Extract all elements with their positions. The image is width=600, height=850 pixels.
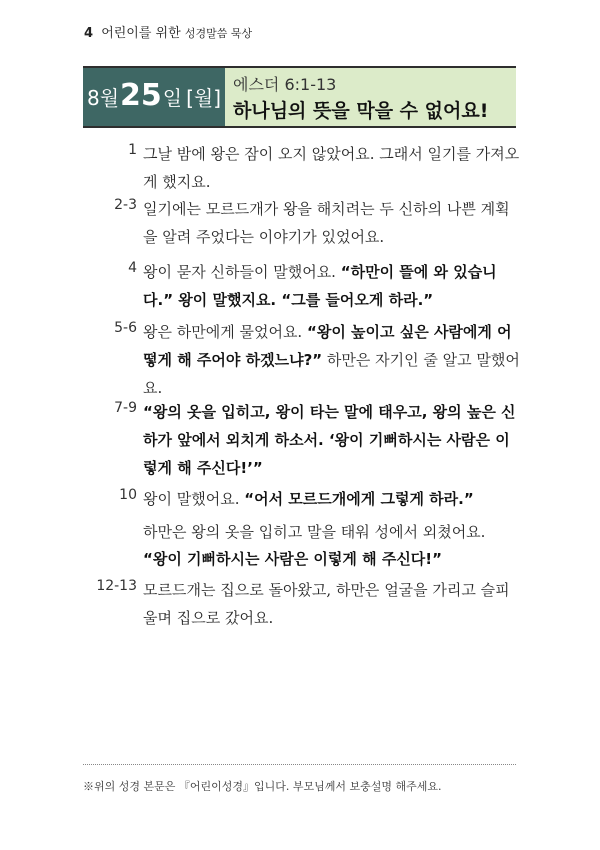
- verse-narration: 왕은 하만에게 물었어요.: [143, 323, 307, 341]
- verse-text: [143, 140, 523, 196]
- scripture-reference: 에스더 6:1-13: [233, 75, 337, 94]
- book-title: 어린이를 위한: [101, 26, 181, 41]
- verse-narration: 왕이 말했어요.: [143, 490, 245, 508]
- verse-text: [143, 576, 523, 632]
- verse-narration: 하만은 왕의 옷을 입히고 말을 태워 성에서 외쳤어요.: [143, 523, 486, 541]
- date-day-unit: 일: [162, 86, 183, 110]
- date-month: 8월: [86, 86, 120, 110]
- verse-number: 7-9: [114, 400, 137, 416]
- verse-text: [143, 398, 523, 482]
- verse-number: 5-6: [114, 320, 137, 336]
- verse-quote: “어서 모르드개에게 그렇게 하라.”: [244, 490, 474, 508]
- date-day: 25: [120, 78, 162, 113]
- verse-narration: 하만은 자기인 줄 알고 말했어요.: [143, 351, 520, 397]
- verse-narration: 왕이 묻자 신하들이 말했어요.: [143, 263, 341, 281]
- verse-text: [143, 545, 523, 573]
- verse-quote: 왕이 말했지요.: [173, 291, 282, 309]
- running-header: [84, 22, 252, 41]
- footer-divider: [83, 764, 516, 765]
- verse-number: 12-13: [96, 578, 137, 594]
- page-number: 4: [84, 26, 94, 41]
- verse-text: [143, 318, 523, 402]
- verse-text: [143, 518, 523, 546]
- reading-title: 하나님의 뜻을 막을 수 없어요!: [233, 100, 489, 122]
- verse-number: 2-3: [114, 197, 137, 213]
- verse-number: 10: [119, 487, 137, 503]
- verse-quote: “하만이 뜰에 와 있습니다.”: [143, 263, 497, 309]
- reading-title-box: [225, 68, 516, 126]
- verse-narration: 그날 밤에 왕은 잠이 오지 않았어요. 그래서 일기를 가져오게 했지요.: [143, 145, 520, 191]
- book-subtitle: 성경말씀 묵상: [184, 27, 253, 40]
- verse-text: [143, 195, 523, 251]
- verse-narration: 일기에는 모르드개가 왕을 해치려는 두 신하의 나쁜 계획을 알려 주었다는 이야기가 있었어요.: [143, 200, 510, 246]
- verse-quote: “왕이 기뻐하시는 사람은 이렇게 해 주신다!”: [143, 550, 443, 568]
- date-box: [83, 68, 225, 126]
- verse-narration: 모르드개는 집으로 돌아왔고, 하만은 얼굴을 가리고 슬피 울며 집으로 갔어요.: [143, 581, 510, 627]
- verse-quote: “왕의 옷을 입히고, 왕이 타는 말에 태우고, 왕의 높은 신하가 앞에서 외치게 하소서. ‘왕이 기뻐하시는 사람은 이렇게 해 주신다!’”: [143, 403, 516, 477]
- verse-text: [143, 258, 523, 314]
- verse-quote: “그를 들어오게 하라.”: [281, 291, 434, 309]
- date-weekday: [월]: [186, 86, 222, 110]
- verse-text: [143, 485, 523, 513]
- footnote: ※위의 성경 본문은 『어린이성경』입니다. 부모님께서 보충설명 해주세요.: [83, 780, 442, 793]
- verse-number: 1: [128, 142, 137, 158]
- title-band: [83, 66, 516, 128]
- verse-quote: “왕이 높이고 싶은 사람에게 어떻게 해 주어야 하겠느냐?”: [143, 323, 512, 369]
- verse-number: 4: [128, 260, 137, 276]
